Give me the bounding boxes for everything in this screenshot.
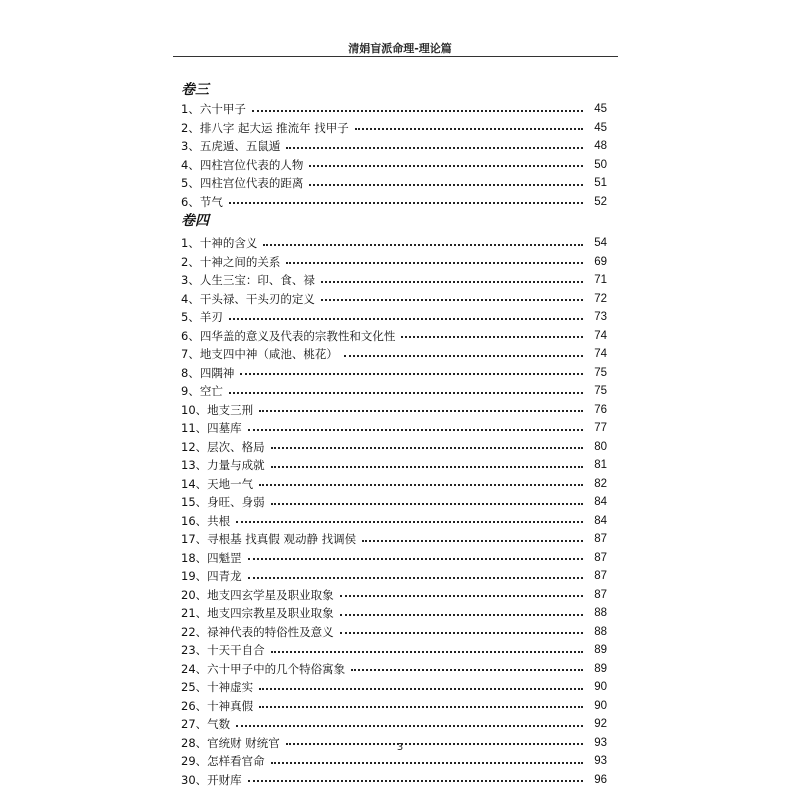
dot-leader (340, 614, 583, 616)
toc-entry[interactable] (181, 401, 607, 420)
toc-entry[interactable] (181, 253, 607, 272)
toc-entry[interactable] (181, 623, 607, 642)
dot-leader (248, 780, 583, 782)
toc-entry-title: 16、共根 (181, 513, 231, 528)
toc-entry-title: 10、地支三刑 (181, 402, 254, 417)
toc-entry[interactable] (181, 345, 607, 364)
toc-entry-page: 51 (594, 177, 607, 189)
toc-entry-page: 90 (594, 699, 607, 712)
dot-leader (229, 318, 583, 320)
volume-4-toc-list (181, 234, 607, 789)
toc-entry-title: 13、力量与成就 (181, 458, 265, 472)
dot-leader (252, 110, 583, 112)
toc-entry-title: 1、十神的含义 (181, 236, 258, 250)
toc-entry[interactable] (181, 156, 607, 175)
dot-leader (248, 558, 583, 560)
toc-entry-page: 87 (594, 570, 607, 582)
toc-entry-title: 4、四柱宫位代表的人物 (181, 157, 304, 172)
toc-entry-page: 72 (594, 292, 607, 305)
toc-entry[interactable] (181, 475, 607, 494)
toc-entry-page: 82 (594, 477, 607, 490)
dot-leader (355, 128, 583, 130)
toc-entry-title: 6、四华盖的意义及代表的宗教性和文化性 (181, 328, 396, 343)
toc-entry-page: 74 (594, 348, 607, 360)
toc-entry-page: 89 (594, 662, 607, 675)
header-divider (173, 56, 618, 57)
toc-entry-page: 84 (594, 496, 607, 508)
toc-entry-page: 54 (594, 237, 607, 249)
dot-leader (236, 725, 583, 727)
toc-entry-page: 75 (594, 366, 607, 379)
toc-entry[interactable] (181, 327, 607, 346)
toc-entry-page: 45 (594, 121, 607, 134)
toc-entry[interactable] (181, 697, 607, 716)
toc-entry-page: 87 (594, 533, 607, 545)
toc-entry-page: 89 (594, 644, 607, 656)
toc-entry-title: 11、四墓库 (181, 421, 242, 435)
dot-leader (321, 299, 583, 301)
toc-entry-page: 76 (594, 403, 607, 416)
toc-entry[interactable] (181, 530, 607, 549)
toc-entry-page: 50 (594, 158, 607, 171)
volume-3-heading: 卷三 (181, 82, 209, 98)
volume-4-heading: 卷四 (181, 213, 209, 229)
toc-entry-page: 48 (594, 140, 607, 152)
toc-entry-page: 87 (594, 588, 607, 601)
toc-entry-page: 87 (594, 551, 607, 564)
toc-entry-title: 29、怎样看官命 (181, 754, 265, 768)
toc-entry-title: 26、十神真假 (181, 698, 254, 713)
toc-entry-title: 15、身旺、身弱 (181, 495, 265, 509)
dot-leader (236, 521, 583, 523)
toc-entry-title: 7、地支四中神（咸池、桃花） (181, 347, 338, 361)
toc-entry-title: 19、四青龙 (181, 569, 242, 583)
toc-entry-title: 2、十神之间的关系 (181, 254, 281, 269)
toc-entry[interactable] (181, 586, 607, 605)
toc-entry[interactable] (181, 456, 607, 475)
toc-entry[interactable] (181, 364, 607, 383)
toc-entry[interactable] (181, 752, 607, 771)
toc-entry-page: 69 (594, 255, 607, 268)
toc-entry[interactable] (181, 119, 607, 138)
dot-leader (248, 577, 583, 579)
toc-entry-title: 4、干头禄、干头刃的定义 (181, 291, 315, 306)
toc-entry-page: 71 (594, 274, 607, 286)
toc-entry-title: 17、寻根基 找真假 观动静 找调侯 (181, 532, 357, 546)
toc-entry[interactable] (181, 549, 607, 568)
dot-leader (271, 762, 583, 764)
toc-entry-title: 6、节气 (181, 194, 223, 209)
toc-entry[interactable] (181, 137, 607, 156)
running-header-title: 清娟盲派命理-理论篇 (348, 42, 452, 55)
toc-entry[interactable] (181, 512, 607, 531)
dot-leader (240, 373, 583, 375)
toc-entry-page: 73 (594, 311, 607, 323)
toc-entry-page: 45 (594, 103, 607, 115)
toc-entry-page: 80 (594, 440, 607, 453)
dot-leader (263, 244, 583, 246)
toc-entry-title: 22、禄神代表的特俗性及意义 (181, 624, 334, 639)
toc-entry[interactable] (181, 308, 607, 327)
toc-entry[interactable] (181, 419, 607, 438)
dot-leader (259, 410, 583, 412)
toc-entry-page: 96 (594, 773, 607, 786)
toc-entry-title: 30、开财库 (181, 772, 242, 787)
toc-entry[interactable] (181, 604, 607, 623)
toc-entry-title: 14、天地一气 (181, 476, 254, 491)
toc-entry[interactable] (181, 271, 607, 290)
dot-leader (271, 466, 583, 468)
toc-entry-page: 93 (594, 736, 607, 749)
toc-entry[interactable] (181, 567, 607, 586)
dot-leader (351, 669, 583, 671)
dot-leader (362, 540, 583, 542)
toc-entry-page: 74 (594, 329, 607, 342)
dot-leader (401, 336, 583, 338)
toc-entry-title: 3、五虎遁、五鼠遁 (181, 139, 281, 153)
dot-leader (286, 262, 583, 264)
toc-entry-title: 8、四隅神 (181, 365, 235, 380)
toc-entry-page: 52 (594, 195, 607, 208)
toc-entry-title: 21、地支四宗教星及职业取象 (181, 606, 334, 620)
toc-entry-page: 88 (594, 607, 607, 619)
toc-entry[interactable] (181, 193, 607, 212)
toc-entry[interactable] (181, 174, 607, 193)
dot-leader (229, 202, 583, 204)
toc-entry-title: 24、六十甲子中的几个特俗寓象 (181, 661, 346, 676)
dot-leader (248, 429, 583, 431)
toc-entry[interactable] (181, 678, 607, 697)
toc-entry-title: 1、六十甲子 (181, 102, 246, 116)
toc-entry[interactable] (181, 660, 607, 679)
volume-3-toc-list (181, 100, 607, 211)
toc-entry[interactable] (181, 641, 607, 660)
toc-entry-title: 20、地支四玄学星及职业取象 (181, 587, 334, 602)
toc-entry-title: 2、排八字 起大运 推流年 找甲子 (181, 120, 349, 135)
toc-entry-page: 92 (594, 718, 607, 730)
dot-leader (259, 484, 583, 486)
dot-leader (229, 392, 583, 394)
toc-entry-page: 75 (594, 385, 607, 397)
dot-leader (321, 281, 583, 283)
toc-entry-title: 18、四魁罡 (181, 550, 242, 565)
toc-entry[interactable] (181, 290, 607, 309)
toc-entry[interactable] (181, 234, 607, 253)
toc-entry-title: 23、十天干自合 (181, 643, 265, 657)
toc-entry[interactable] (181, 382, 607, 401)
toc-entry-page: 93 (594, 755, 607, 767)
toc-entry[interactable] (181, 771, 607, 790)
toc-entry[interactable] (181, 438, 607, 457)
dot-leader (259, 706, 583, 708)
toc-entry-page: 90 (594, 681, 607, 693)
dot-leader (340, 595, 583, 597)
dot-leader (344, 355, 583, 357)
toc-entry-title: 27、气数 (181, 717, 231, 731)
toc-entry[interactable] (181, 100, 607, 119)
toc-entry-title: 28、官统财 财统官 (181, 735, 280, 750)
toc-entry-page: 81 (594, 459, 607, 471)
toc-entry-title: 9、空亡 (181, 384, 223, 398)
dot-leader (340, 632, 583, 634)
dot-leader (271, 447, 583, 449)
toc-entry-title: 12、层次、格局 (181, 439, 265, 454)
dot-leader (271, 503, 583, 505)
dot-leader (309, 184, 583, 186)
toc-entry-page: 84 (594, 514, 607, 527)
toc-entry[interactable] (181, 493, 607, 512)
toc-entry-title: 25、十神虚实 (181, 680, 254, 694)
toc-entry-title: 5、羊刃 (181, 310, 223, 324)
toc-entry-title: 3、人生三宝：印、食、禄 (181, 273, 315, 287)
page-number: 3 (396, 742, 404, 753)
toc-entry-title: 5、四柱宫位代表的距离 (181, 176, 304, 190)
dot-leader (309, 165, 583, 167)
dot-leader (271, 651, 583, 653)
toc-entry-page: 88 (594, 625, 607, 638)
toc-entry[interactable] (181, 715, 607, 734)
dot-leader (286, 147, 583, 149)
toc-entry-page: 77 (594, 422, 607, 434)
dot-leader (259, 688, 583, 690)
